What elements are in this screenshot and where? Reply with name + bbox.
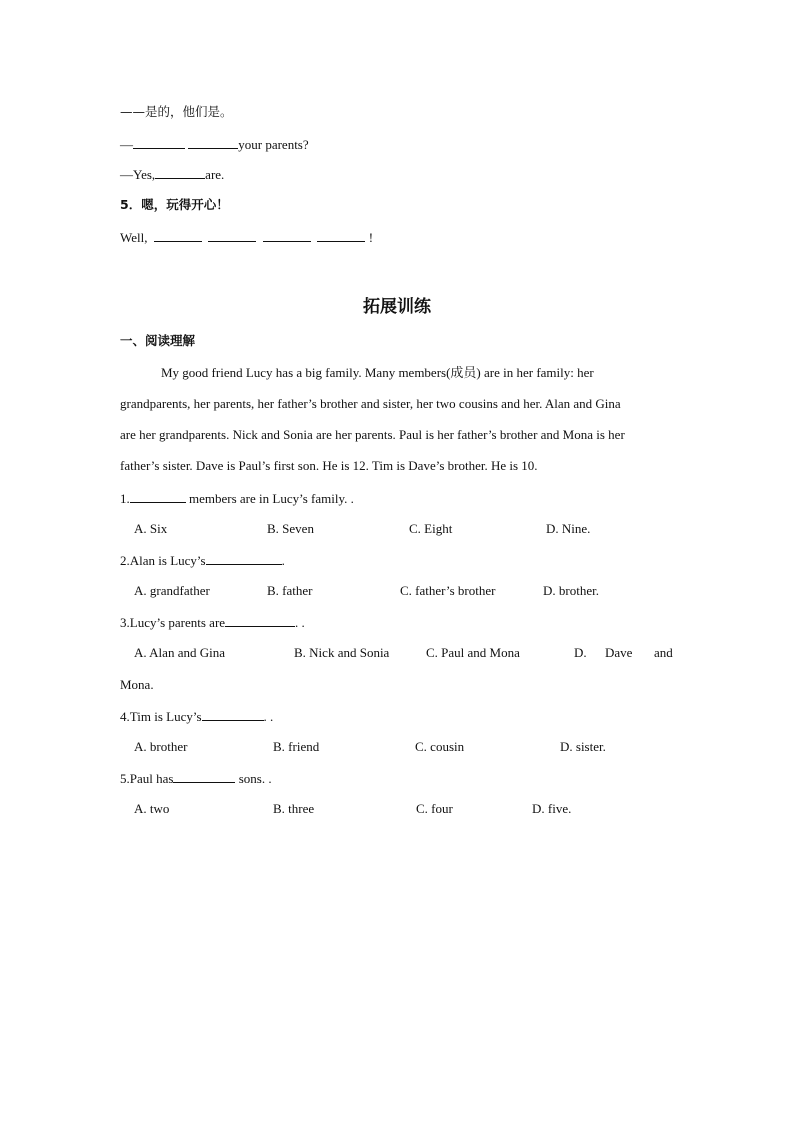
option-d-word: Dave [605,645,633,660]
question-4 [120,707,273,726]
option-a[interactable]: A. Six [134,521,168,536]
option-d[interactable]: D. Nine. [546,521,591,536]
question-4-line-1 [120,135,309,154]
answer-blank[interactable] [317,228,365,242]
option-c[interactable]: C. cousin [415,739,465,754]
question-stem-end: members are in Lucy’s family. . [185,491,354,506]
question-stem: 4.Tim is Lucy’s [120,709,202,724]
answer-blank[interactable] [155,165,205,179]
question-stem-end: . . [295,615,305,630]
question-5-line [120,228,373,247]
passage-line: father’s sister. Dave is Paul’s first son. He is 12. Tim is Dave’s brother. He is 10. [120,458,538,473]
question-3 [120,613,305,632]
question-2 [120,551,285,570]
option-d-wrap: Mona. [120,677,154,692]
answer-blank[interactable] [188,135,238,149]
option-d-word: and [654,645,673,660]
question-stem: 1. [120,491,130,506]
option-b[interactable]: B. friend [273,739,320,754]
q5-start: Well, [120,230,148,245]
option-d[interactable]: D. sister. [560,739,606,754]
question-5 [120,769,272,788]
q4b-start: —Yes, [120,167,156,182]
reading-passage [120,357,674,481]
answer-blank[interactable] [225,613,295,627]
answer-blank[interactable] [154,228,202,242]
option-c[interactable]: C. Paul and Mona [426,645,520,660]
q4b-end: are. [205,167,225,182]
q5-end: ! [368,230,374,245]
question-1 [120,489,354,508]
section-title: 拓展训练 [363,297,431,317]
option-a[interactable]: A. grandfather [134,583,210,598]
option-d[interactable]: D. brother. [543,583,599,598]
reading-section-heading: 一、阅读理解 [120,333,196,348]
option-b[interactable]: B. three [273,801,315,816]
answer-blank[interactable] [130,489,186,503]
answer-blank[interactable] [133,135,185,149]
question-stem-end: . [281,553,285,568]
question-stem: 2.Alan is Lucy’s [120,553,206,568]
option-d[interactable]: D. five. [532,801,572,816]
answer-blank[interactable] [206,551,282,565]
option-a[interactable]: A. two [134,801,170,816]
option-c[interactable]: C. Eight [409,521,453,536]
option-d[interactable]: D. [574,645,587,660]
answer-blank[interactable] [202,707,264,721]
answer-blank[interactable] [208,228,256,242]
q4-text: your parents? [238,137,309,152]
question-stem: 5.Paul has [120,771,174,786]
option-a[interactable]: A. brother [134,739,188,754]
dash: — [120,137,133,152]
option-b[interactable]: B. Seven [267,521,314,536]
option-b[interactable]: B. Nick and Sonia [294,645,390,660]
question-5-chinese: 5．嗯，玩得开心！ [120,197,229,212]
question-stem: 3.Lucy’s parents are [120,615,226,630]
translation-answer-line: ——是的，他们是。 [120,104,233,119]
option-b[interactable]: B. father [267,583,313,598]
passage-line: are her grandparents. Nick and Sonia are her parents. Paul is her father’s brother and Mona is her [120,427,625,442]
passage-line: grandparents, her parents, her father’s brother and sister, her two cousins and her. Alan and Gina [120,396,621,411]
option-c[interactable]: C. four [416,801,453,816]
answer-blank[interactable] [173,769,235,783]
question-stem-end: . . [263,709,274,724]
option-c[interactable]: C. father’s brother [400,583,496,598]
option-a[interactable]: A. Alan and Gina [134,645,225,660]
question-4-line-2 [120,165,224,184]
question-stem-end: sons. . [235,771,272,786]
passage-line: My good friend Lucy has a big family. Many members(成员) are in her family: her [161,365,594,380]
answer-blank[interactable] [263,228,311,242]
